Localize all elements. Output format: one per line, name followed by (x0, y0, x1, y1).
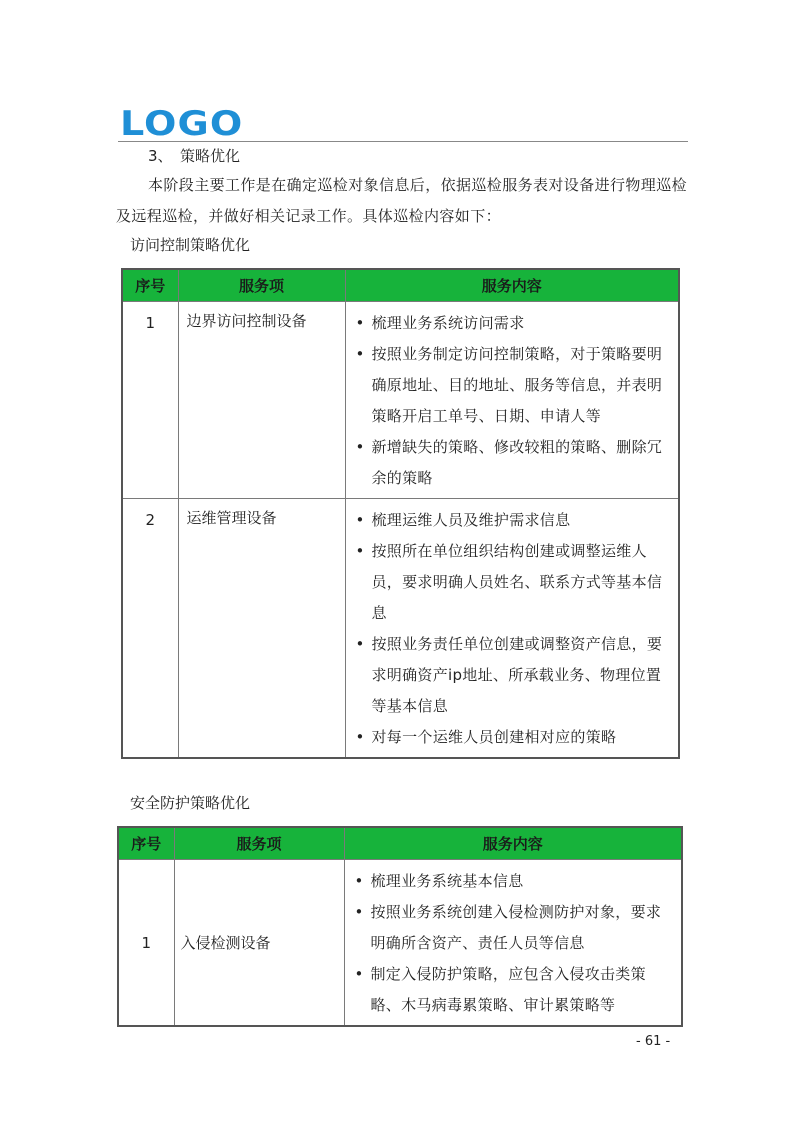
bullet-item: • 梳理业务系统基本信息 (353, 866, 674, 897)
row-item: 运维管理设备 (178, 499, 345, 759)
table2-title: 安全防护策略优化 (130, 794, 251, 812)
section-heading: 3、 策略优化 (148, 147, 241, 165)
bullet-item: • 新增缺失的策略、修改较粗的策略、删除冗余的策略 (354, 432, 671, 494)
row-item: 边界访问控制设备 (178, 302, 345, 499)
bullet-item: • 按照所在单位组织结构创建或调整运维人员，要求明确人员姓名、联系方式等基本信息 (354, 536, 671, 629)
table-header-row (118, 827, 682, 860)
bullet-item: • 按照业务责任单位创建或调整资产信息，要求明确资产ip地址、所承载业务、物理位置等基本信息 (354, 629, 671, 722)
header-item: 服务项 (178, 269, 345, 302)
header-divider (118, 141, 688, 142)
table-header-row (122, 269, 679, 302)
bullet-item: • 梳理运维人员及维护需求信息 (354, 505, 671, 536)
security-protection-table (117, 826, 683, 1027)
bullet-item: • 制定入侵防护策略，应包含入侵攻击类策略、木马病毒累策略、审计累策略等 (353, 959, 674, 1021)
row-seq: 1 (122, 302, 178, 499)
table-row (122, 499, 679, 759)
page-number: - 61 - (636, 1034, 671, 1049)
bullet-item: • 对每一个运维人员创建相对应的策略 (354, 722, 671, 753)
row-content (344, 860, 682, 1027)
row-item: 入侵检测设备 (174, 860, 344, 1027)
row-seq: 2 (122, 499, 178, 759)
bullet-item: • 按照业务制定访问控制策略，对于策略要明确原地址、目的地址、服务等信息，并表明策略开启工单号、日期、申请人等 (354, 339, 671, 432)
row-content (345, 499, 679, 759)
intro-paragraph: 本阶段主要工作是在确定巡检对象信息后，依据巡检服务表对设备进行物理巡检及远程巡检，并做好相关记录工作。具体巡检内容如下： (116, 176, 688, 225)
header-content: 服务内容 (345, 269, 679, 302)
row-seq: 1 (118, 860, 174, 1027)
access-control-table (121, 268, 680, 759)
table-row (118, 860, 682, 1027)
bullet-item: • 按照业务系统创建入侵检测防护对象，要求明确所含资产、责任人员等信息 (353, 897, 674, 959)
table-row (122, 302, 679, 499)
header-seq: 序号 (118, 827, 174, 860)
logo: LOGO (120, 104, 244, 144)
header-item: 服务项 (174, 827, 344, 860)
header-content: 服务内容 (344, 827, 682, 860)
table1-title: 访问控制策略优化 (130, 236, 251, 254)
row-content (345, 302, 679, 499)
header-seq: 序号 (122, 269, 178, 302)
bullet-item: • 梳理业务系统访问需求 (354, 308, 671, 339)
